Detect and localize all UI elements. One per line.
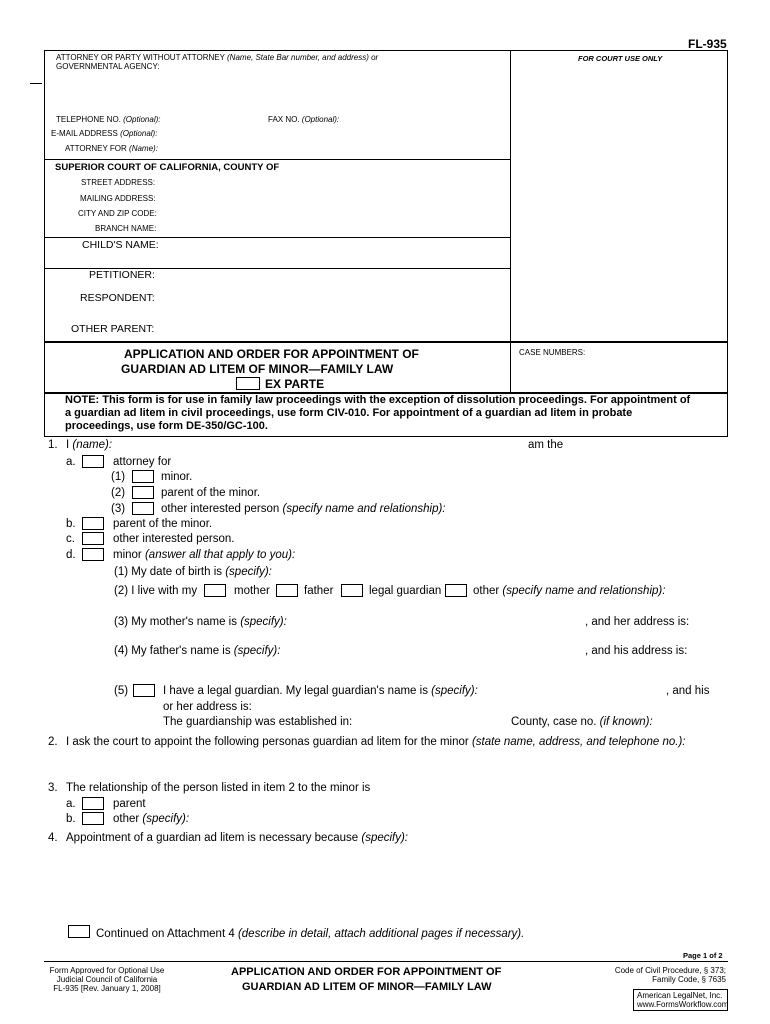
- email-input[interactable]: [155, 126, 500, 140]
- mailing-address-label: MAILING ADDRESS:: [80, 194, 156, 203]
- publisher-line-1: American LegalNet, Inc.: [637, 991, 723, 1000]
- page-number: Page 1 of 2: [683, 951, 723, 960]
- court-title: SUPERIOR COURT OF CALIFORNIA, COUNTY OF: [55, 162, 280, 173]
- item-3-number: 3.: [48, 782, 58, 794]
- item-2-text: I ask the court to appoint the following personas guardian ad litem for the minor (state name, address, and telephone no.):: [66, 736, 686, 748]
- item-1d5-num: (5): [114, 685, 129, 697]
- item-1b-checkbox[interactable]: [82, 517, 104, 530]
- item-1d5-tail: , and his: [666, 685, 710, 697]
- item-3b-letter: b.: [66, 813, 76, 825]
- city-zip-label: CITY AND ZIP CODE:: [78, 209, 157, 218]
- item-1d4-tail: , and his address is:: [585, 645, 688, 657]
- item-1d2-guardian: legal guardian: [369, 585, 442, 597]
- footer-title-2: GUARDIAN AD LITEM OF MINOR—FAMILY LAW: [242, 981, 492, 993]
- respondent-label: RESPONDENT:: [80, 292, 155, 304]
- item-1d2-text: (2) I live with my: [114, 585, 198, 597]
- other-parent-label: OTHER PARENT:: [71, 323, 155, 335]
- code-line-2: Family Code, § 7635: [652, 975, 726, 984]
- lives-with-other-checkbox[interactable]: [445, 584, 467, 597]
- item-1d-letter: d.: [66, 549, 76, 561]
- title-line-1: APPLICATION AND ORDER FOR APPOINTMENT OF: [124, 347, 419, 361]
- footer-title-1: APPLICATION AND ORDER FOR APPOINTMENT OF: [231, 966, 502, 978]
- childs-name-label: CHILD'S NAME:: [82, 239, 159, 251]
- item-1d5-line3: The guardianship was established in:: [163, 716, 353, 728]
- fax-label: FAX NO. (Optional):: [268, 115, 340, 124]
- footer-rule: [44, 961, 728, 962]
- respondent-input[interactable]: [160, 291, 500, 307]
- item-1d5-county: County, case no. (if known):: [511, 716, 653, 728]
- mother-name-input[interactable]: [292, 615, 582, 630]
- item-1a-checkbox[interactable]: [82, 455, 104, 468]
- item-1a1-num: (1): [111, 471, 126, 483]
- approved-line-3: FL-935 [Rev. January 1, 2008]: [53, 984, 161, 993]
- form-number: FL-935: [688, 37, 727, 51]
- guardian-address-input[interactable]: [262, 700, 702, 715]
- item-1-i: I (name):: [66, 439, 113, 451]
- legal-guardian-checkbox[interactable]: [133, 684, 155, 697]
- item-4-number: 4.: [48, 832, 58, 844]
- code-line-1: Code of Civil Procedure, § 373;: [614, 966, 726, 975]
- lives-with-father-checkbox[interactable]: [276, 584, 298, 597]
- guardianship-county-input[interactable]: [352, 715, 507, 730]
- fax-input[interactable]: [340, 112, 500, 126]
- item-1-am-the: am the: [528, 439, 564, 451]
- continued-checkbox[interactable]: [68, 925, 90, 938]
- item-3a-checkbox[interactable]: [82, 797, 104, 810]
- lives-with-mother-checkbox[interactable]: [204, 584, 226, 597]
- item-3b-text: other (specify):: [113, 813, 190, 825]
- item-1a3-checkbox[interactable]: [132, 502, 154, 515]
- note-line-3: proceedings, use form DE-350/GC-100.: [65, 420, 268, 432]
- case-divider: [510, 342, 511, 393]
- petitioner-input[interactable]: [160, 268, 500, 284]
- lives-with-guardian-checkbox[interactable]: [341, 584, 363, 597]
- item-1d2-father: father: [304, 585, 334, 597]
- item-3a-letter: a.: [66, 798, 76, 810]
- item-4-text: Appointment of a guardian ad litem is necessary because (specify):: [66, 832, 409, 844]
- item-1a2-num: (2): [111, 487, 126, 499]
- street-address-input[interactable]: [158, 175, 500, 188]
- item-3a-text: parent: [113, 798, 146, 810]
- city-zip-input[interactable]: [158, 206, 500, 219]
- street-address-label: STREET ADDRESS:: [81, 178, 156, 187]
- note-line-2: a guardian ad litem in civil proceedings, use form CIV-010. For appointment of a guardian ad litem in probate: [65, 407, 633, 419]
- ex-parte-label: EX PARTE: [265, 377, 325, 391]
- item-1d-text: minor (answer all that apply to you):: [113, 549, 296, 561]
- continued-text: Continued on Attachment 4 (describe in detail, attach additional pages if necessary).: [96, 928, 525, 940]
- guardianship-case-input[interactable]: [656, 715, 716, 730]
- date-of-birth-input[interactable]: [285, 565, 685, 580]
- item-1a1-text: minor.: [161, 471, 193, 483]
- item-1d2-mother: mother: [234, 585, 270, 597]
- publisher-line-2[interactable]: www.FormsWorkflow.com: [637, 1000, 729, 1009]
- item-1d5-text: I have a legal guardian. My legal guardian's name is (specify):: [163, 685, 478, 697]
- title-line-2: GUARDIAN AD LITEM OF MINOR—FAMILY LAW: [121, 362, 394, 376]
- item-1a3-text: other interested person (specify name and relationship):: [161, 503, 446, 515]
- email-label: E-MAIL ADDRESS (Optional):: [51, 129, 158, 138]
- mailing-address-input[interactable]: [158, 191, 500, 204]
- item-1a1-checkbox[interactable]: [132, 470, 154, 483]
- item-1d-checkbox[interactable]: [82, 548, 104, 561]
- item-1d2-other: other (specify name and relationship):: [473, 585, 666, 597]
- item-1a-letter: a.: [66, 456, 76, 468]
- item-3b-input[interactable]: [192, 812, 712, 827]
- item-4-reason-input[interactable]: [66, 848, 716, 918]
- note-line-1: NOTE: This form is for use in family law proceedings with the exception of dissolution proceedings. For appointment of: [65, 394, 691, 406]
- case-numbers-label: CASE NUMBERS:: [519, 348, 586, 357]
- item-1c-letter: c.: [66, 533, 75, 545]
- item-1d3-tail: , and her address is:: [585, 616, 690, 628]
- rule-court: [44, 237, 510, 238]
- attorney-for-input[interactable]: [130, 141, 500, 155]
- item-1d4-text: (4) My father's name is (specify):: [114, 645, 281, 657]
- item-1d1-text: (1) My date of birth is (specify):: [114, 566, 272, 578]
- case-number-input[interactable]: [515, 360, 723, 390]
- item-1-name-input[interactable]: [118, 438, 518, 453]
- item-3-text: The relationship of the person listed in item 2 to the minor is: [66, 782, 371, 794]
- item-1d5-line2: or her address is:: [163, 701, 252, 713]
- item-1b-text: parent of the minor.: [113, 518, 213, 530]
- father-name-input[interactable]: [284, 644, 582, 659]
- item-1a2-text: parent of the minor.: [161, 487, 261, 499]
- branch-name-input[interactable]: [158, 221, 500, 234]
- attorney-for-label: ATTORNEY FOR (Name):: [65, 144, 158, 153]
- petitioner-label: PETITIONER:: [89, 269, 155, 281]
- item-1b-letter: b.: [66, 518, 76, 530]
- item-1c-checkbox[interactable]: [82, 532, 104, 545]
- telephone-label: TELEPHONE NO. (Optional):: [56, 115, 161, 124]
- item-1d3-text: (3) My mother's name is (specify):: [114, 616, 287, 628]
- court-use-only: FOR COURT USE ONLY: [578, 54, 663, 63]
- item-3b-checkbox[interactable]: [82, 812, 104, 825]
- court-use-divider: [510, 50, 511, 342]
- item-1a-text: attorney for: [113, 456, 172, 468]
- approved-line-1: Form Approved for Optional Use: [49, 966, 165, 975]
- telephone-input[interactable]: [140, 112, 260, 126]
- item-1a3-num: (3): [111, 503, 126, 515]
- guardian-name-input[interactable]: [478, 684, 663, 699]
- item-1a2-checkbox[interactable]: [132, 486, 154, 499]
- attorney-label: ATTORNEY OR PARTY WITHOUT ATTORNEY (Name, State Bar number, and address) or: [56, 53, 379, 62]
- childs-name-input[interactable]: [160, 239, 500, 263]
- ex-parte-checkbox[interactable]: [236, 377, 260, 390]
- agency-label: GOVERNMENTAL AGENCY:: [56, 62, 160, 71]
- approved-line-2: Judicial Council of California: [56, 975, 158, 984]
- county-input[interactable]: [296, 160, 501, 174]
- other-parent-input[interactable]: [160, 322, 500, 338]
- item-1c-text: other interested person.: [113, 533, 235, 545]
- margin-tick: [30, 83, 42, 84]
- item-2-guardian-input[interactable]: [66, 752, 716, 778]
- branch-name-label: BRANCH NAME:: [95, 224, 157, 233]
- item-1-number: 1.: [48, 439, 58, 451]
- item-2-number: 2.: [48, 736, 58, 748]
